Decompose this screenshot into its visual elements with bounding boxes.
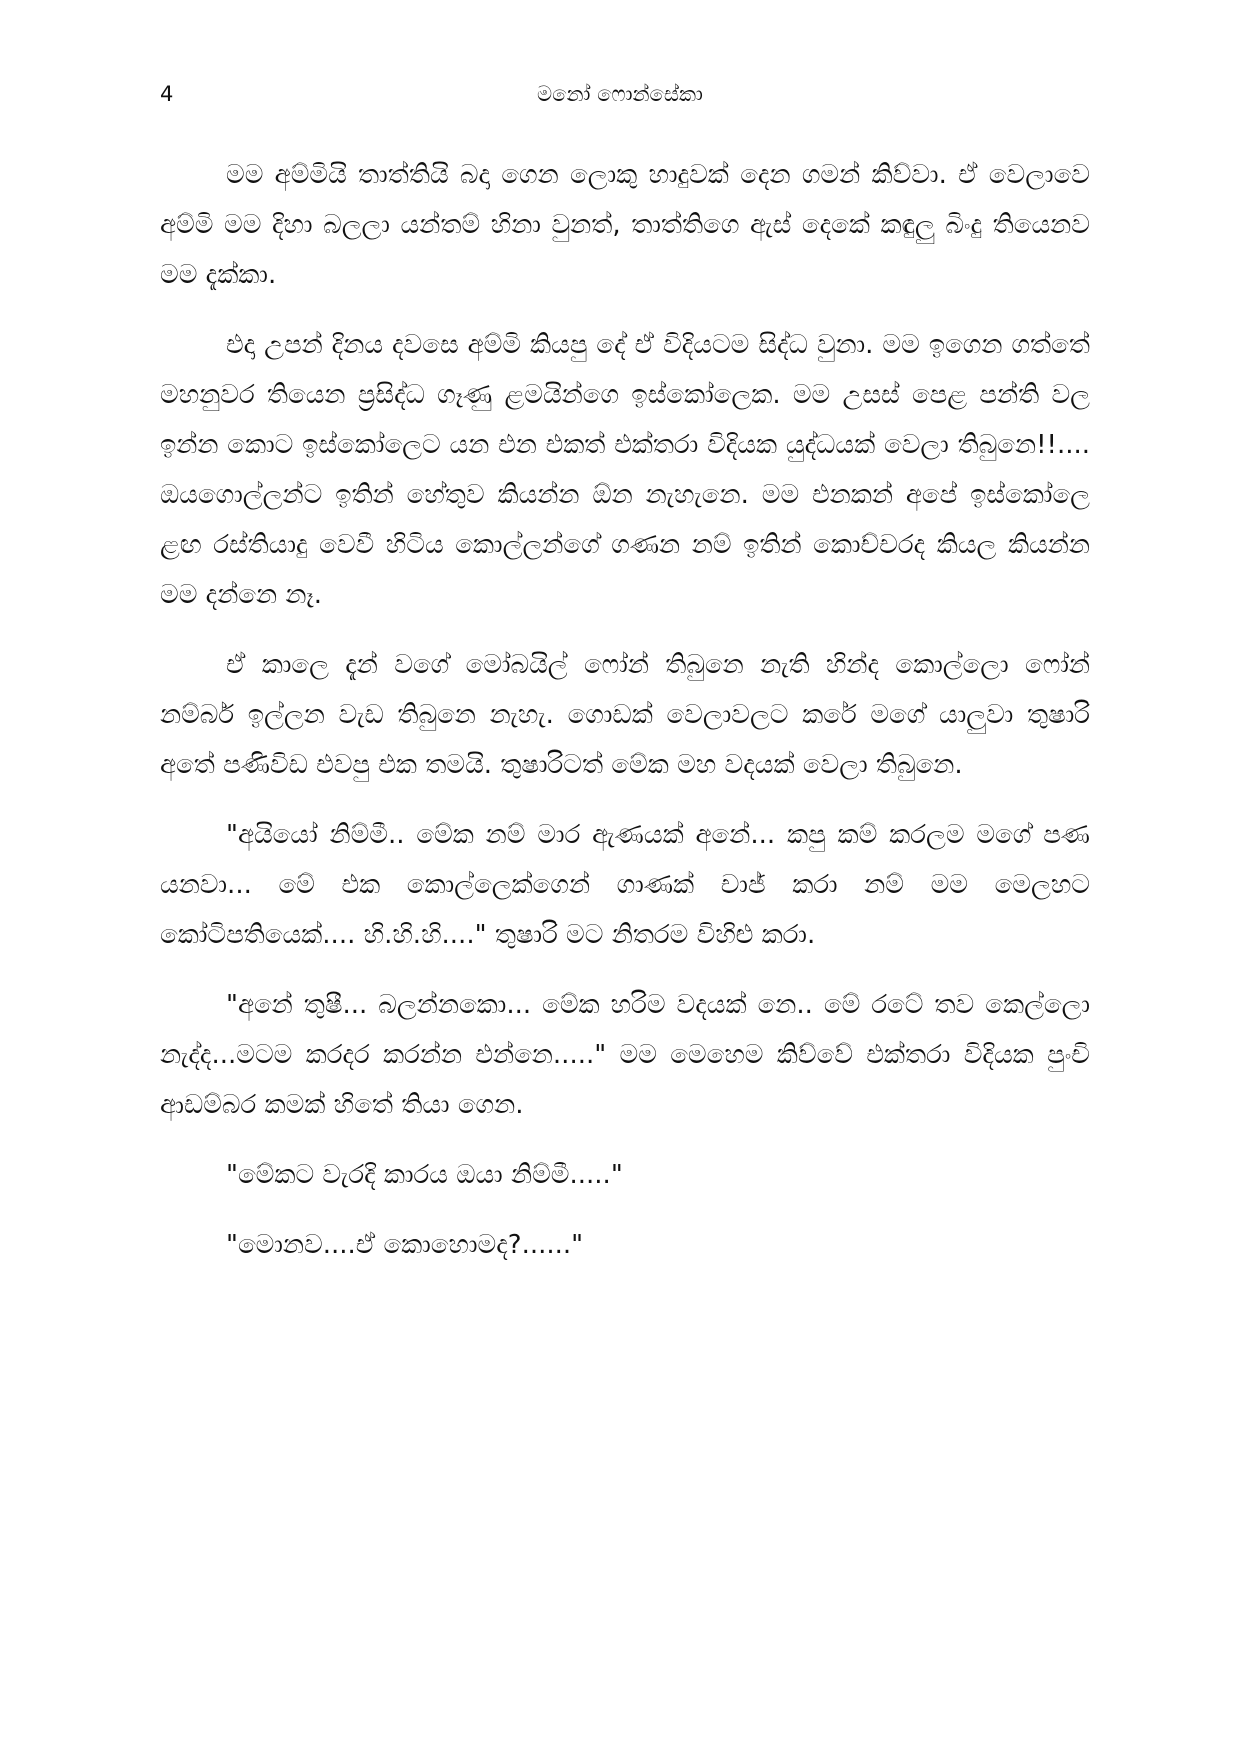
dialogue-paragraph: "අනේ තුෂී... බලන්නකො... මේක හරිම වදයක් නෙ.. මේ රටේ තව කෙල්ලො නැද්ද...මටම කරදර කරන්න එන්නෙ....." මම මෙහෙම කිව්වේ එක්තරා විදියක පුංචි ආඩම්බර කමක් හිතේ තියා ගෙන. — [160, 990, 1090, 1120]
running-header: මනෝ ෆොන්සේකා — [537, 82, 703, 106]
page-number: 4 — [160, 82, 174, 106]
paragraph: ඒ කාලෙ දැන් වගේ මෝබයිල් ෆෝන් තිබුනෙ නැති හින්ද කොල්ලො ෆෝන් නම්බර් ඉල්ලන වැඩ තිබුනෙ නැහැ. ගොඩක් වෙලාවලට කරේ මගේ යාලුවා තුෂාරි අතේ පණිවිඩ එවපු එක තමයි. තුෂාරිටත් මේක මහ වදයක් වෙලා තිබුනෙ. — [160, 650, 1090, 780]
body-text — [160, 150, 1090, 1290]
dialogue-line: "මේකට වැරදි කාරය ඔයා නිම්මී....." — [226, 1160, 623, 1190]
paragraph: එදා උපන් දිනය දවසෙ අම්මි කියපු දේ ඒ විදියටම සිද්ධ වුනා. මම ඉගෙන ගත්තේ මහනුවර තියෙන ප්‍රසිද්ධ ගෑණු ළමයින්ගෙ ඉස්කෝලෙක. මම උසස් පෙළ පන්ති වල ඉන්න කොට ඉස්කෝලෙට යන එන එකත් එක්තරා විදියක යුද්ධයක් වෙලා තිබුනෙ!!.... ඔයගොල්ලන්ට ඉතින් හේතුව කියන්න ඕන නැහැනෙ. මම එනකන් අපේ ඉස්කෝලෙ ළඟ රස්තියාදු වෙවී හිටිය කොල්ලන්ගේ ගණන නම් ඉතින් කොච්චරද කියල කියන්න මම දන්නෙ නෑ. — [160, 330, 1090, 610]
dialogue-paragraph: "අයියෝ නිම්මී.. මේක නම් මාර ඇණයක් අනේ... කපු කම් කරලම මගේ පණ යනවා... මේ එක කොල්ලෙක්ගෙන් ගාණක් චාජ් කරා නම් මම මෙලහට කෝටිපතියෙක්.... හි.හි.හි...." තුෂාරි මට නිතරම විහිළු කරා. — [160, 820, 1090, 950]
dialogue-line: "මොනව....ඒ කොහොමද?......" — [226, 1230, 584, 1260]
paragraph: මම අම්මියි තාත්තියි බදා ගෙන ලොකු හාදුවක් දෙන ගමන් කිව්වා. ඒ වෙලාවෙ අම්මි මම දිහා බලලා යන්තම් හිනා වුනත්, තාත්තිගෙ ඇස් දෙකේ කඳුලු බිංදු තියෙනව මම දැක්කා. — [160, 160, 1090, 290]
